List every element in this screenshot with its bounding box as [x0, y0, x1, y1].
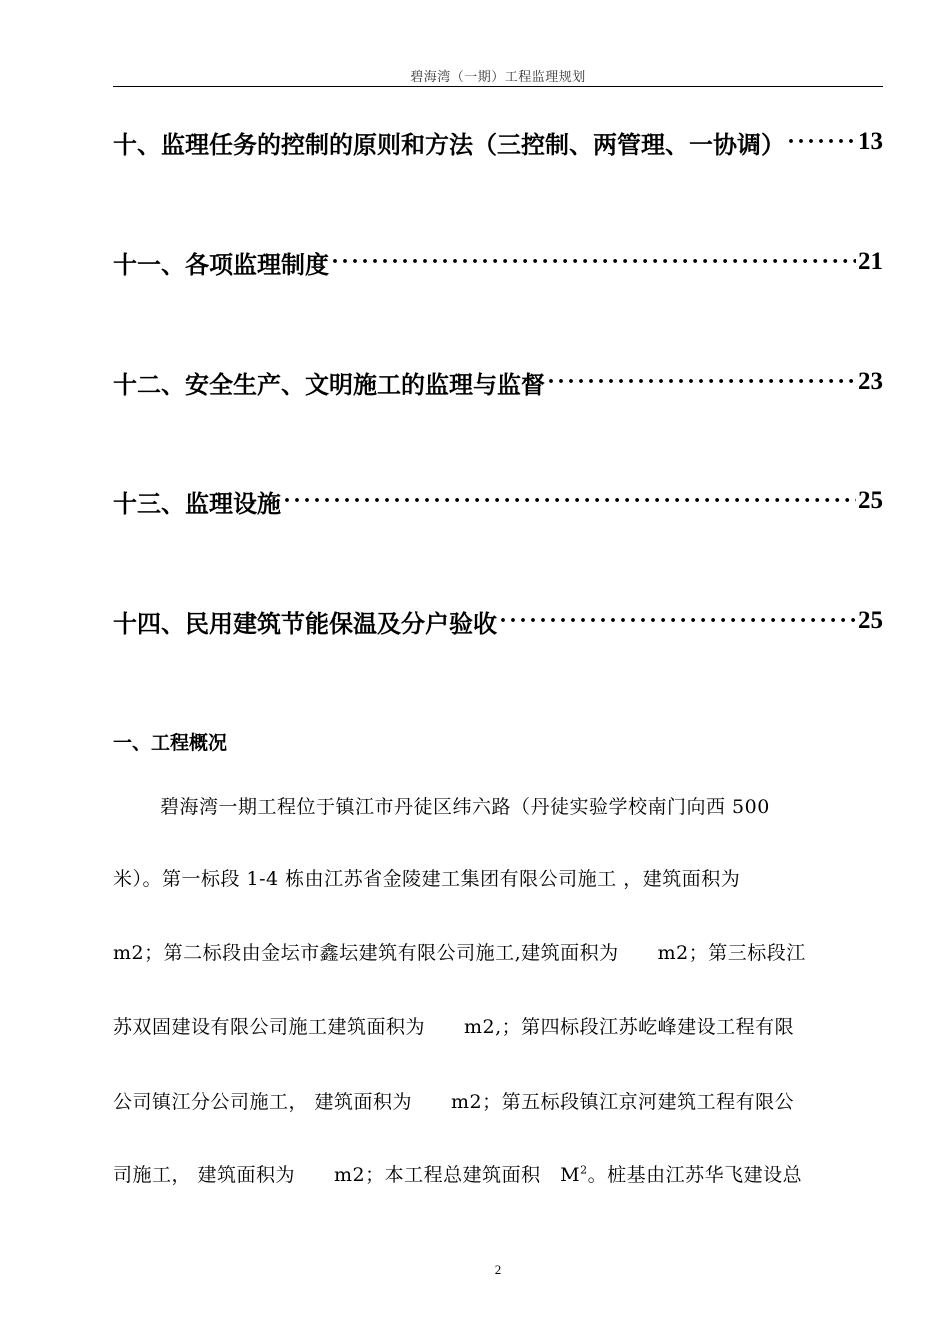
toc-leader-dots	[547, 369, 856, 396]
toc-entry-page: 25	[858, 607, 883, 634]
toc-entry-11[interactable]	[113, 242, 883, 282]
toc-entry-title: 十、监理任务的控制的原则和方法（三控制、两管理、一协调）	[113, 130, 785, 159]
body-text-line	[113, 1160, 883, 1187]
toc-entry-page: 13	[858, 128, 883, 155]
toc-leader-dots	[787, 129, 856, 156]
toc-entry-12[interactable]	[113, 362, 883, 402]
body-text-line	[160, 792, 883, 819]
body-text-segment: m2；第二标段由金坛市鑫坛建筑有限公司施工,建筑面积为 m2；第三标段江	[113, 942, 806, 964]
toc-leader-dots	[283, 488, 856, 515]
body-text-segment: 米）。第一标段 1-4 栋由江苏省金陵建工集团有限公司施工 ，建筑面积为	[113, 868, 741, 890]
running-header: 碧海湾（一期）工程监理规划	[410, 70, 586, 85]
body-text-segment	[113, 1160, 802, 1187]
body-text-line	[113, 864, 883, 891]
page-number: 2	[494, 1262, 502, 1277]
body-text-line	[113, 1012, 883, 1039]
body-text-part: 。桩基由江苏华飞建设总	[587, 1164, 803, 1186]
toc-entry-page: 23	[858, 368, 883, 395]
header-divider	[113, 86, 883, 87]
body-text-line	[113, 1087, 883, 1114]
toc-entry-10[interactable]	[113, 122, 883, 162]
body-text-part: 司施工， 建筑面积为 m2；本工程总建筑面积 M	[113, 1164, 581, 1186]
toc-entry-title: 十四、民用建筑节能保温及分户验收	[113, 609, 497, 638]
section-heading: 一、工程概况	[113, 732, 228, 754]
toc-leader-dots	[499, 608, 856, 635]
toc-entry-13[interactable]	[113, 481, 883, 521]
body-text-segment: 碧海湾一期工程位于镇江市丹徒区纬六路（丹徒实验学校南门向西 500	[160, 796, 770, 818]
toc-entry-title: 十三、监理设施	[113, 489, 281, 518]
superscript: 2	[580, 1163, 588, 1177]
toc-entry-title: 十一、各项监理制度	[113, 250, 329, 279]
toc-leader-dots	[331, 249, 856, 276]
toc-entry-14[interactable]	[113, 601, 883, 641]
toc-entry-page: 25	[858, 487, 883, 514]
toc-entry-title: 十二、安全生产、文明施工的监理与监督	[113, 370, 545, 399]
toc-entry-page: 21	[858, 248, 883, 275]
body-text-segment: 公司镇江分公司施工， 建筑面积为 m2；第五标段镇江京河建筑工程有限公	[113, 1091, 795, 1113]
body-text-line	[113, 938, 883, 965]
body-text-segment: 苏双固建设有限公司施工建筑面积为 m2,；第四标段江苏屹峰建设工程有限	[113, 1016, 795, 1038]
